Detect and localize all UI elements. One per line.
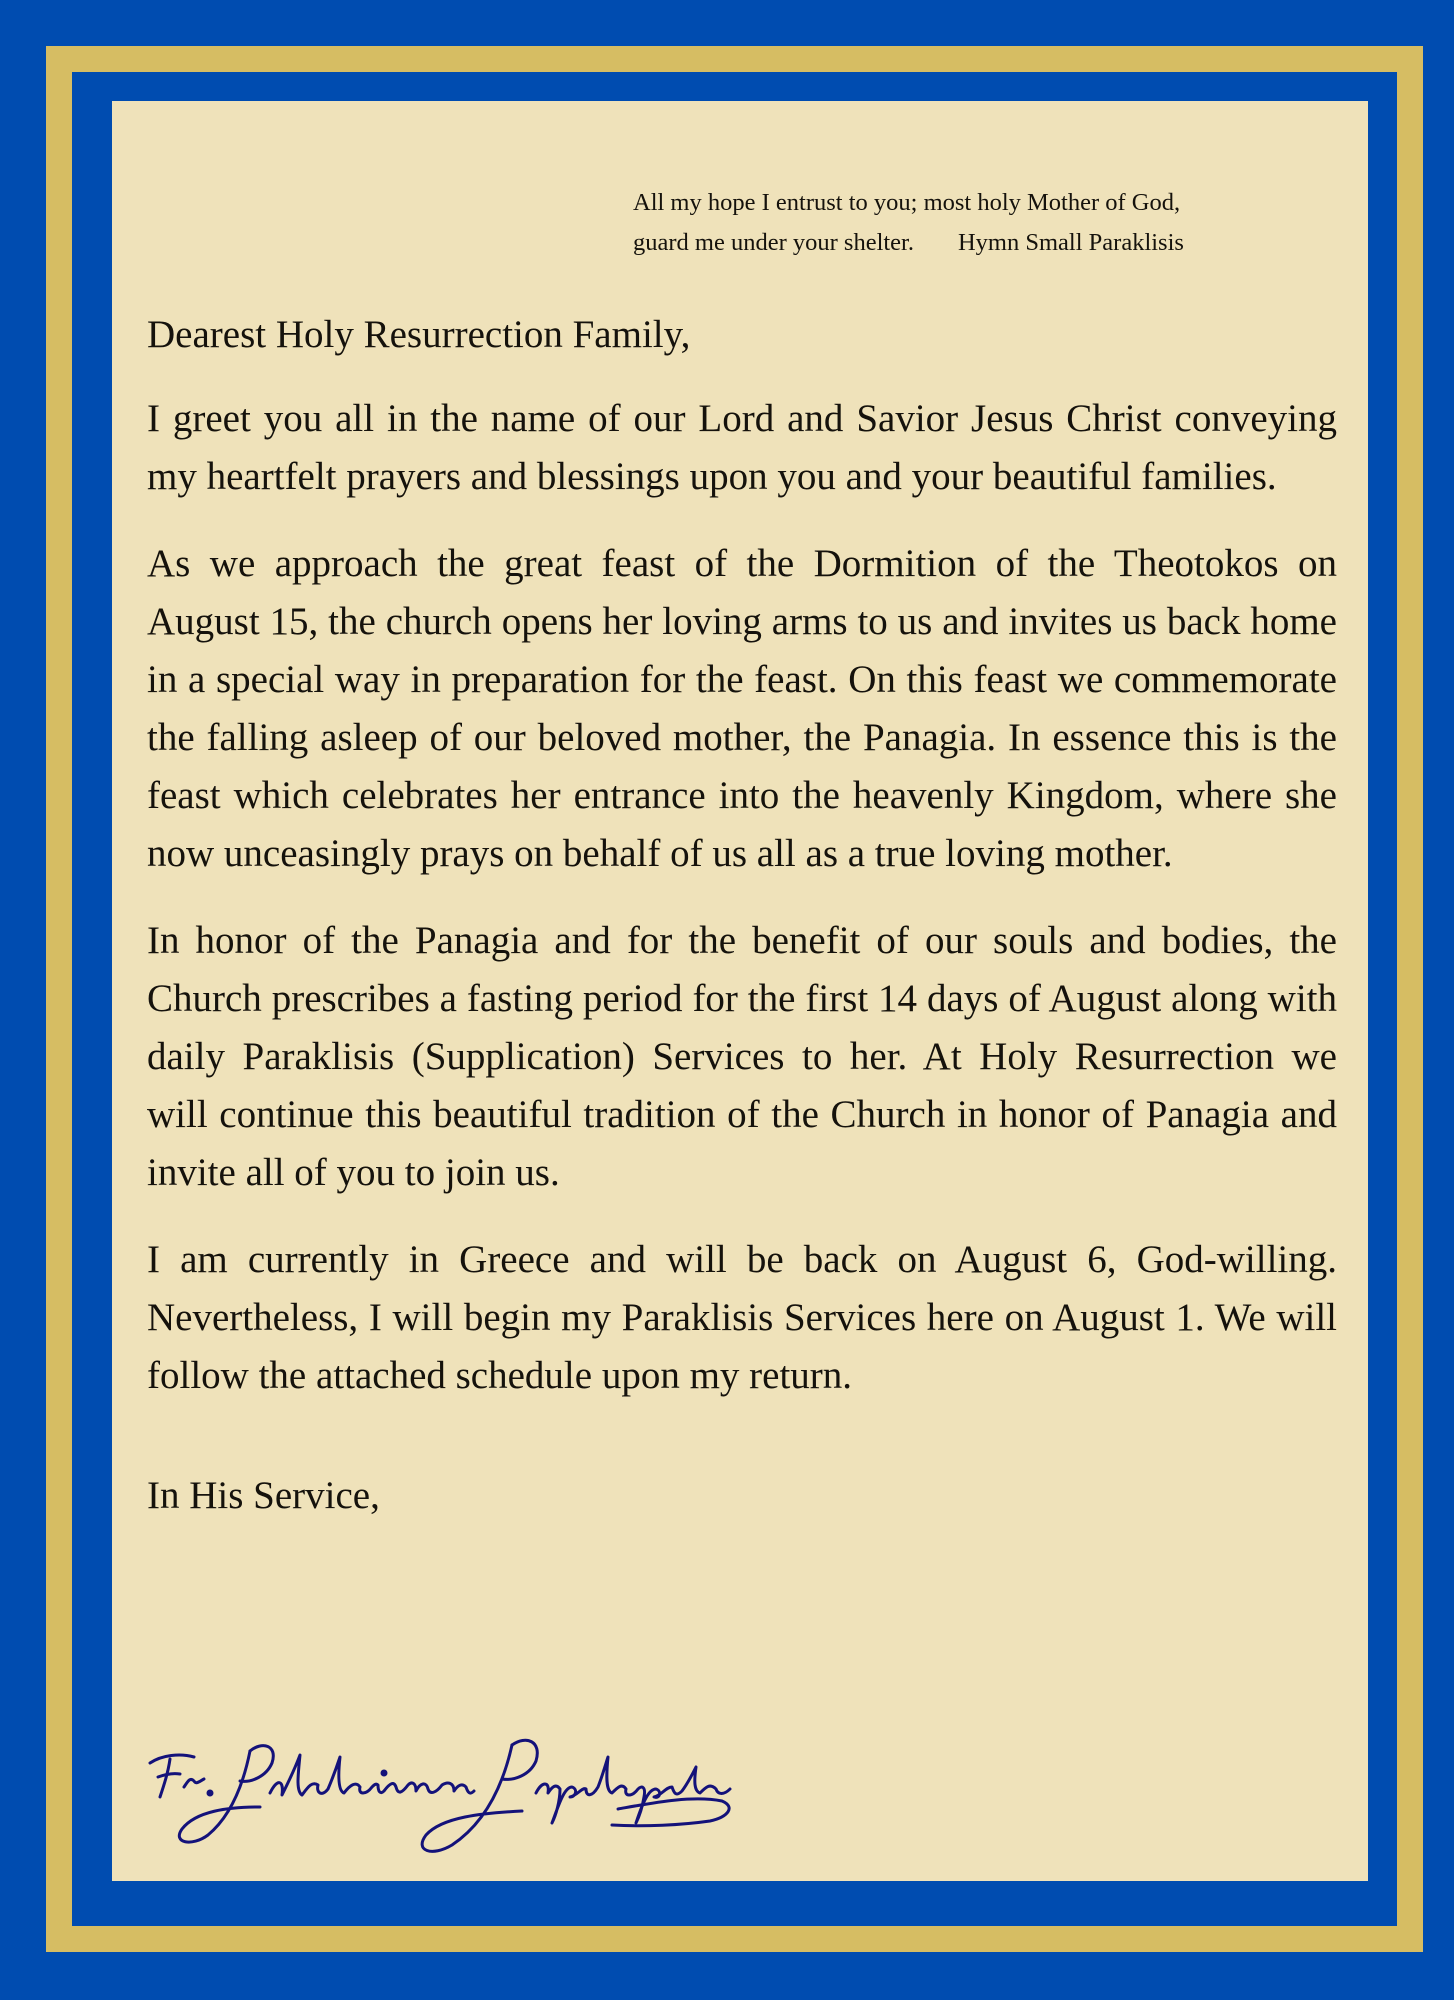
letter-body <box>147 306 1337 1525</box>
epigraph-source: Hymn Small Paraklisis <box>957 229 1184 256</box>
signature-graphic <box>132 1711 732 1861</box>
paragraph-1: I greet you all in the name of our Lord and Savior Jesus Christ conveying my heartfelt prayers and blessings upon you and your beautiful families. <box>147 397 1337 498</box>
epigraph-line-2-text: guard me under your shelter. <box>633 229 914 256</box>
epigraph-line-1: All my hope I entrust to you; most holy Mother of God, <box>633 189 1181 216</box>
paragraph-3: In honor of the Panagia and for the benefit of our souls and bodies, the Church prescribes a fasting period for the first 14 days of August along with daily Paraklisis (Supplication) Services to her. At Holy Resurrection we will continue this beautiful tradition of the Church in honor of Panagia and invite all of you to join us. <box>147 919 1337 1194</box>
closing: In His Service, <box>147 1474 380 1517</box>
epigraph-line-2 <box>633 223 1323 263</box>
paragraph-2: As we approach the great feast of the Dormition of the Theotokos on August 15, the church opens her loving arms to us and invites us back home in a special way in preparation for the feast. On this feast we commemorate the falling asleep of our beloved mother, the Panagia. In essence this is the feast which celebrates her entrance into the heavenly Kingdom, where she now unceasingly prays on behalf of us all as a true loving mother. <box>147 542 1337 875</box>
epigraph <box>633 183 1323 263</box>
letter-page <box>112 101 1368 1881</box>
handwritten-signature <box>132 1711 732 1861</box>
greeting: Dearest Holy Resurrection Family, <box>147 313 691 356</box>
paragraph-4: I am currently in Greece and will be back on August 6, God-willing. Nevertheless, I will begin my Paraklisis Services here on August 1. We will follow the attached schedule upon my return. <box>147 1238 1337 1397</box>
